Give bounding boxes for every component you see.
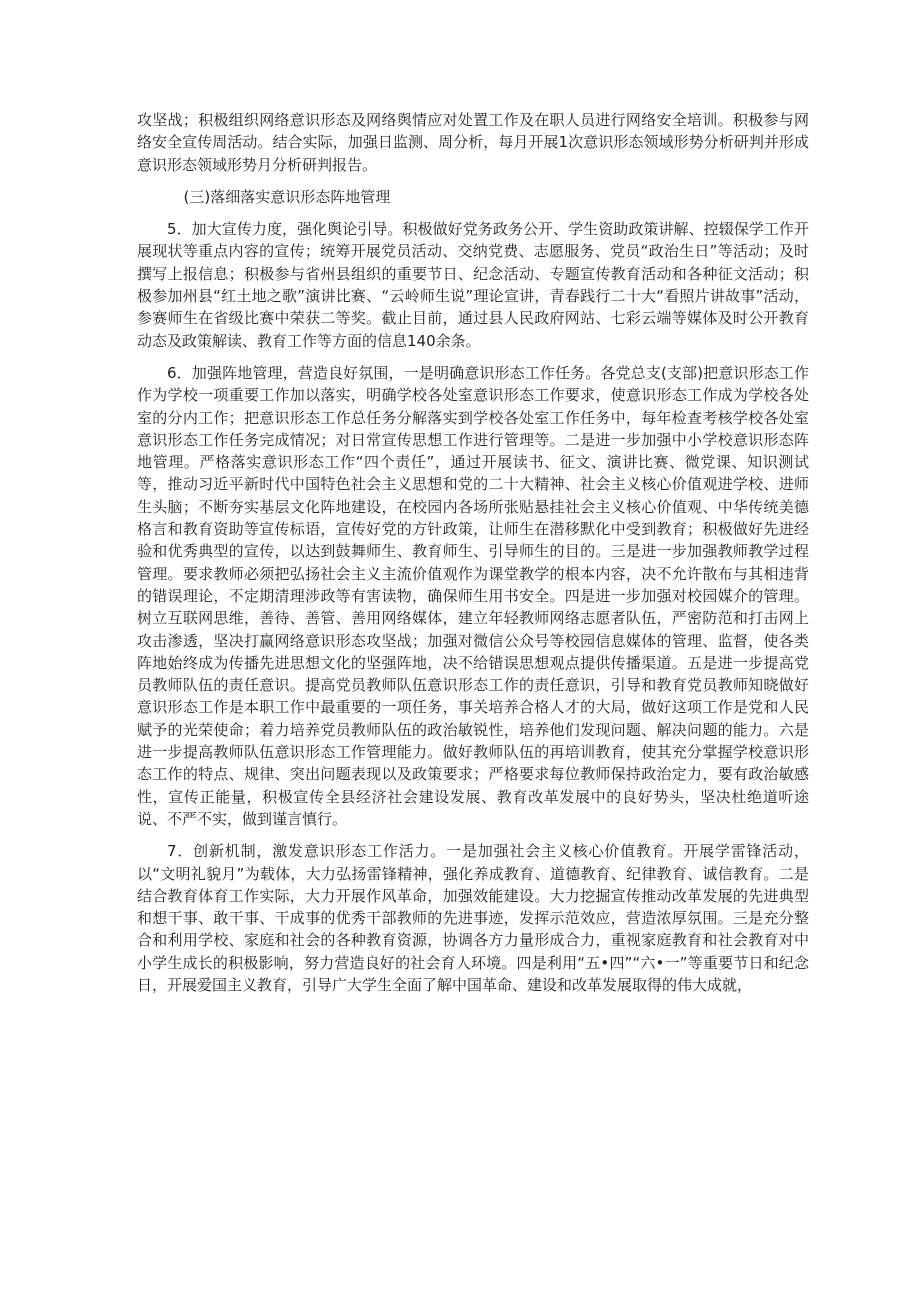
paragraph-item-7: 7．创新机制，激发意识形态工作活力。一是加强社会主义核心价值教育。开展学雷锋活动，以“文明礼貌月”为载体，大力弘扬雷锋精神，强化养成教育、道德教育、纪律教育、诚信教育。二是结合教育体育工作实际，大力开展作风革命，加强效能建设。大力挖掘宣传推动改革发展的先进典型和想干事、敢干事、干成事的优秀干部教师的先进事迹，发挥示范效应，营造浓厚氛围。三是充分整合和利用学校、家庭和社会的各种教育资源，协调各方力量形成合力，重视家庭教育和社会教育对中小学生成长的积极影响，努力营造良好的社会育人环境。四是利用“五•四”“六•一”等重要节日和纪念日，开展爱国主义教育，引导广大学生全面了解中国革命、建设和改革发展取得的伟大成就， <box>137 842 809 994</box>
section-heading: (三)落细落实意识形态阵地管理 <box>183 187 391 206</box>
paragraph-continuation: 攻坚战；积极组织网络意识形态及网络舆情应对处置工作及在职人员进行网络安全培训。积极参与网络安全宣传周活动。结合实际，加强日监测、周分析，每月开展1次意识形态领域形势分析研判并形成意识形态领域形势月分析研判报告。 <box>137 111 809 174</box>
paragraph-item-5: 5．加大宣传力度，强化舆论引导。积极做好党务政务公开、学生资助政策讲解、控辍保学工作开展现状等重点内容的宣传；统筹开展党员活动、交纳党费、志愿服务、党员“政治生日”等活动；及时撰写上报信息；积极参与省州县组织的重要节日、纪念活动、专题宣传教育活动和各种征文活动；积极参加州县“红土地之歌”演讲比赛、“云岭师生说”理论宣讲，青春践行二十大“看照片讲故事”活动，参赛师生在省级比赛中荣获二等奖。截止目前，通过县人民政府网站、七彩云端等媒体及时公开教育动态及政策解读、教育工作等方面的信息140余条。 <box>137 220 809 350</box>
paragraph-item-6: 6．加强阵地管理，营造良好氛围，一是明确意识形态工作任务。各党总支(支部)把意识形态工作作为学校一项重要工作加以落实，明确学校各处室意识形态工作要求，使意识形态工作成为学校各处室的分内工作；把意识形态工作总任务分解落实到学校各处室工作任务中，每年检查考核学校各处室意识形态工作任务完成情况；对日常宣传思想工作进行管理等。二是进一步加强中小学校意识形态阵地管理。严格落实意识形态工作“四个责任”，通过开展读书、征文、演讲比赛、微党课、知识测试等，推动习近平新时代中国特色社会主义思想和党的二十大精神、社会主义核心价值观进学校、进师生头脑；不断夯实基层文化阵地建设，在校园内各场所张贴悬挂社会主义核心价值观、中华传统美德格言和教育资助等宣传标语，宣传好党的方针政策，让师生在潜移默化中受到教育；积极做好先进经验和优秀典型的宣传，以达到鼓舞师生、教育师生、引导师生的目的。三是进一步加强教师教学过程管理。要求教师必须把弘扬社会主义主流价值观作为课堂教学的根本内容，决不允许散布与其相违背的错误理论，不定期清理涉政等有害读物，确保师生用书安全。四是进一步加强对校园媒介的管理。树立互联网思维，善待、善管、善用网络媒体，建立年轻教师网络志愿者队伍，严密防范和打击网上攻击渗透，坚决打赢网络意识形态攻坚战；加强对微信公众号等校园信息媒体的管理、监督，使各类阵地始终成为传播先进思想文化的坚强阵地，决不给错误思想观点提供传播渠道。五是进一步提高党员教师队伍的责任意识。提高党员教师队伍意识形态工作的责任意识，引导和教育党员教师知晓做好意识形态工作是本职工作中最重要的一项任务，事关培养合格人才的大局，做好这项工作是党和人民赋予的光荣使命；着力培养党员教师队伍的政治敏锐性，培养他们发现问题、解决问题的能力。六是进一步提高教师队伍意识形态工作管理能力。做好教师队伍的再培训教育，使其充分掌握学校意识形态工作的特点、规律、突出问题表现以及政策要求；严格要求每位教师保持政治定力，要有政治敏感性，宣传正能量，积极宣传全县经济社会建设发展、教育改革发展中的良好势头，坚决杜绝道听途说、不严不实，做到谨言慎行。 <box>137 363 809 828</box>
document-body <box>137 109 809 1006</box>
